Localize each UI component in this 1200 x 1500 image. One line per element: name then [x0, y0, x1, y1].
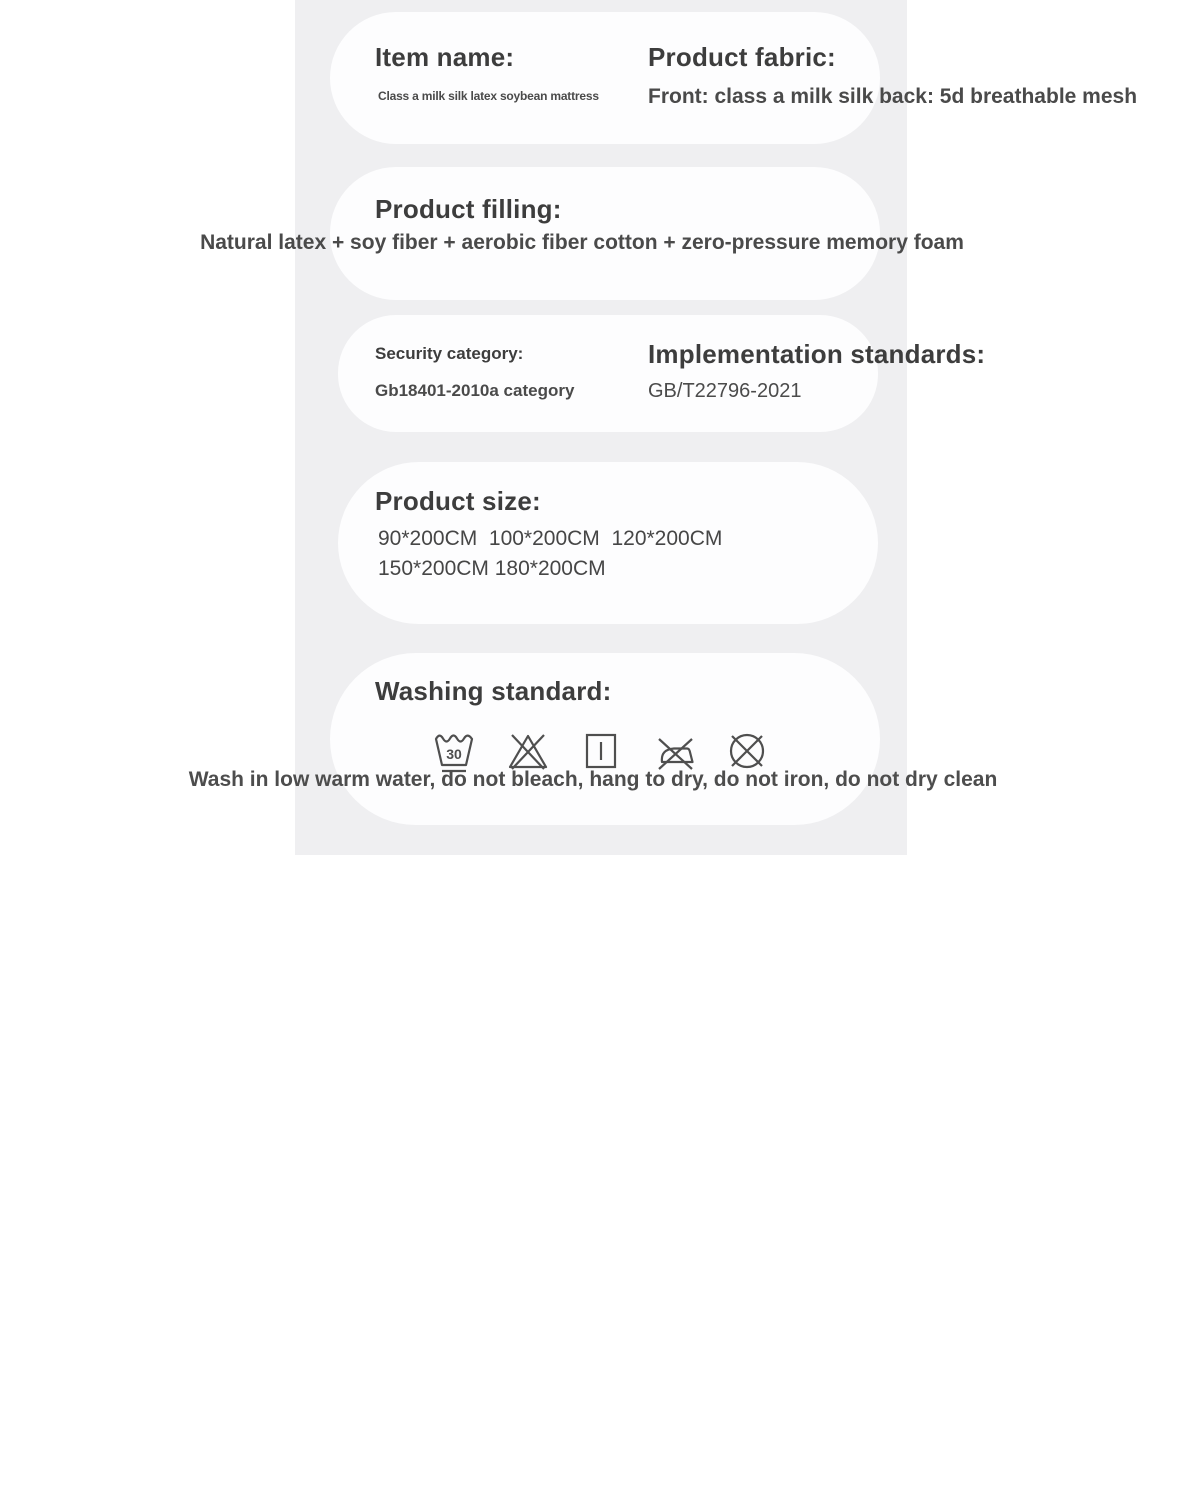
item-name-value: Class a milk silk latex soybean mattress: [378, 89, 599, 103]
washing-standard-heading: Washing standard:: [375, 676, 612, 706]
product-filling-heading: Product filling:: [375, 194, 562, 224]
washing-caption: Wash in low warm water, do not bleach, hang to dry, do not iron, do not dry clean: [188, 768, 998, 791]
item-name-card: [330, 12, 880, 144]
product-size-heading: Product size:: [375, 486, 541, 516]
security-category-value: Gb18401-2010a category: [375, 381, 575, 400]
security-category-heading: Security category:: [375, 344, 524, 363]
implementation-standards-heading: Implementation standards:: [648, 339, 986, 369]
security-category-card: [338, 315, 878, 432]
product-size-values-line1: 90*200CM 100*200CM 120*200CM: [378, 527, 723, 550]
implementation-standards-value: GB/T22796-2021: [648, 380, 802, 402]
wash-temp-label: 30: [446, 746, 462, 762]
item-name-heading: Item name:: [375, 42, 515, 72]
product-filling-value: Natural latex + soy fiber + aerobic fiber cotton + zero-pressure memory foam: [200, 231, 964, 254]
product-fabric-value: Front: class a milk silk back: 5d breathable mesh: [648, 85, 1138, 108]
product-fabric-heading: Product fabric:: [648, 42, 836, 72]
product-size-values-line2: 150*200CM 180*200CM: [378, 557, 606, 580]
